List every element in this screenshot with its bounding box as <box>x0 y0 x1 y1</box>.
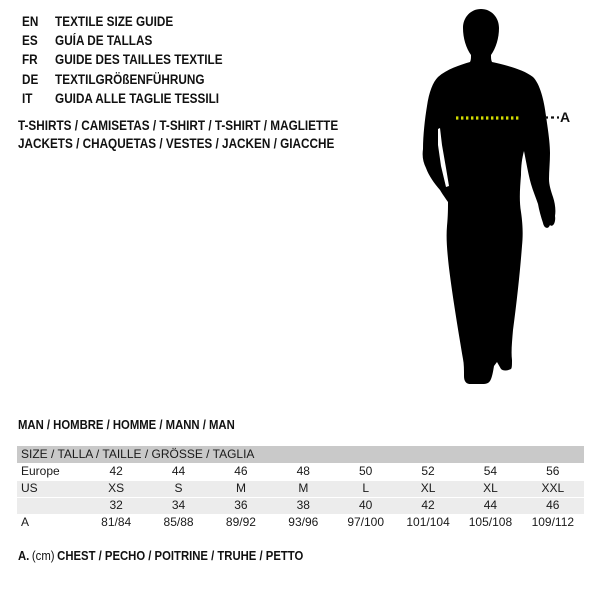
size-table-header-label: SIZE / TALLA / TAILLE / GRÖSSE / TAGLIA <box>21 447 255 461</box>
table-cell: 56 <box>546 464 560 478</box>
language-title: GUÍA DE TALLAS <box>55 33 153 49</box>
table-cell: 46 <box>546 498 560 512</box>
language-title: TEXTILE SIZE GUIDE <box>55 14 174 29</box>
size-table <box>17 446 584 531</box>
table-cell: 44 <box>483 498 498 512</box>
table-cell: XS <box>108 481 125 495</box>
man-silhouette <box>423 9 556 384</box>
section-title-man: MAN / HOMBRE / HOMME / MANN / MAN <box>18 417 235 432</box>
table-cell: 38 <box>296 498 310 512</box>
measurement-legend <box>18 548 306 563</box>
table-cell: 105/108 <box>468 515 513 529</box>
table-cell: M <box>298 481 309 495</box>
table-cell: 36 <box>234 498 248 512</box>
legend-text: CHEST / PECHO / POITRINE / TRUHE / PETTO <box>57 548 304 563</box>
table-cell: 34 <box>171 498 186 512</box>
category-tshirts: T-SHIRTS / CAMISETAS / T-SHIRT / T-SHIRT / MAGLIETTE <box>18 118 339 133</box>
table-cell: L <box>362 481 370 495</box>
table-cell: 48 <box>296 464 310 478</box>
table-cell: 109/112 <box>531 515 575 529</box>
language-title: GUIDE DES TAILLES TEXTILE <box>55 52 223 68</box>
table-row-us <box>17 480 584 497</box>
table-row-europe <box>17 463 584 480</box>
row-label: US <box>21 481 38 495</box>
language-code: ES <box>22 33 38 49</box>
category-jackets: JACKETS / CHAQUETAS / VESTES / JACKEN / GIACCHE <box>18 135 335 151</box>
table-cell: 42 <box>421 498 435 512</box>
table-cell: 89/92 <box>225 515 256 529</box>
table-row-us-numeric <box>17 497 584 514</box>
row-label: Europe <box>21 464 60 478</box>
size-table-header <box>17 446 584 463</box>
language-code: EN <box>22 14 39 29</box>
legend-unit: (cm) <box>31 548 55 563</box>
language-title: TEXTILGRÖßENFÜHRUNG <box>55 71 205 87</box>
table-cell: 97/100 <box>347 515 385 529</box>
row-label: A <box>21 515 30 529</box>
table-cell: M <box>235 481 246 495</box>
table-cell: XL <box>420 481 436 495</box>
table-cell: 40 <box>359 498 373 512</box>
table-cell: 93/96 <box>288 515 319 529</box>
language-code: DE <box>22 71 39 87</box>
legend-letter: A. <box>18 548 30 563</box>
table-cell: 54 <box>483 464 498 478</box>
table-cell: 50 <box>359 464 373 478</box>
table-cell: S <box>174 481 183 495</box>
table-cell: 101/104 <box>406 515 450 529</box>
table-cell: XXL <box>541 481 565 495</box>
table-cell: 81/84 <box>101 515 132 529</box>
measurement-label-a: A <box>560 109 571 125</box>
language-code: FR <box>22 52 38 68</box>
table-cell: 52 <box>421 464 435 478</box>
language-title: GUIDA ALLE TAGLIE TESSILI <box>55 90 220 106</box>
table-cell: 44 <box>171 464 186 478</box>
row-label <box>17 497 85 514</box>
language-code: IT <box>22 90 33 106</box>
table-cell: 46 <box>234 464 248 478</box>
table-cell: 85/88 <box>163 515 194 529</box>
table-cell: XL <box>483 481 498 495</box>
table-row-chest-a <box>17 514 584 531</box>
table-cell: 32 <box>109 498 123 512</box>
table-cell: 42 <box>109 464 123 478</box>
